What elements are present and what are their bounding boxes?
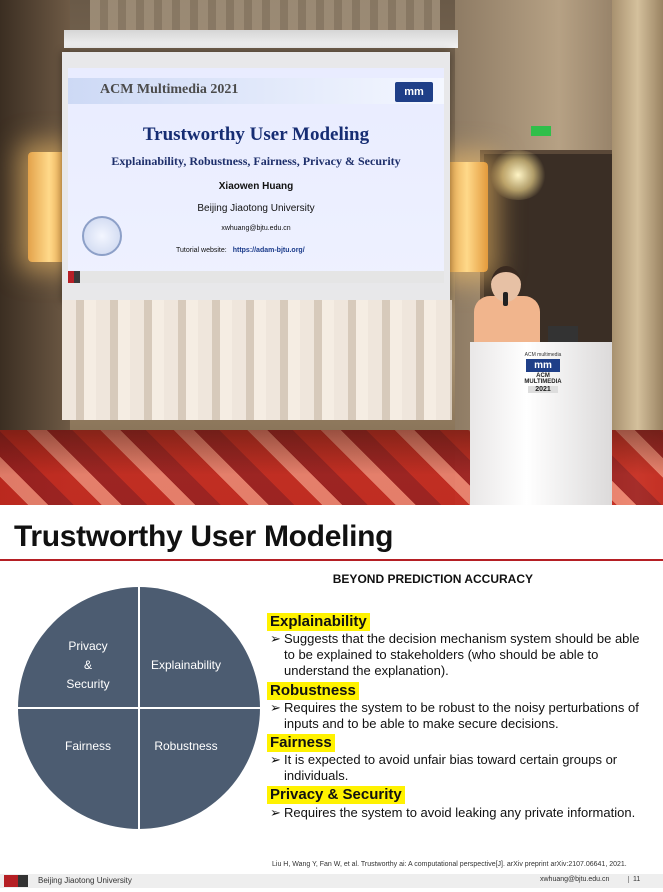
mm-logo: mm bbox=[395, 82, 433, 102]
quadrant-explainability: Explainability bbox=[150, 658, 222, 672]
projected-website bbox=[176, 247, 305, 254]
podium-logo bbox=[518, 352, 568, 394]
upper-curtain bbox=[90, 0, 440, 30]
quadrant-robustness: Robustness bbox=[154, 739, 218, 753]
heading-fairness: Fairness bbox=[267, 734, 335, 752]
text-robustness bbox=[270, 700, 650, 732]
arrow-bullet-icon: ➢ bbox=[270, 631, 281, 646]
reference-citation: Liu H, Wang Y, Fan W, et al. Trustworthy ai: A computational perspective[J]. arXiv preprint arXiv:2107.06641, 2021. bbox=[272, 861, 627, 868]
footer-institution: Beijing Jiaotong University bbox=[38, 876, 132, 885]
footer-dark-block bbox=[18, 875, 28, 887]
quadrant-privacy-line3: Security bbox=[66, 677, 110, 691]
title-rule bbox=[0, 559, 663, 561]
privacy-security-description: Requires the system to avoid leaking any private information. bbox=[284, 805, 636, 820]
heading-explainability: Explainability bbox=[267, 613, 370, 631]
heading-robustness: Robustness bbox=[267, 682, 359, 700]
robustness-description: Requires the system to be robust to the noisy perturbations of inputs and to be able to make secure decisions. bbox=[284, 700, 639, 731]
quadrant-privacy-line1: Privacy bbox=[68, 639, 108, 653]
projected-website-label: Tutorial website: bbox=[176, 247, 227, 254]
arrow-bullet-icon: ➢ bbox=[270, 752, 281, 767]
projected-subtitle: Explainability, Robustness, Fairness, Privacy & Security bbox=[111, 154, 401, 168]
podium-year: 2021 bbox=[528, 386, 558, 393]
university-seal bbox=[82, 216, 122, 256]
slide-kicker: BEYOND PREDICTION ACCURACY bbox=[332, 572, 533, 586]
quadrant-privacy-line2: & bbox=[83, 658, 92, 672]
screen-housing bbox=[64, 30, 458, 48]
podium-mm-logo: mm bbox=[526, 359, 560, 372]
slide-title: Trustworthy User Modeling bbox=[14, 520, 394, 553]
fairness-description: It is expected to avoid unfair bias toward certain groups or individuals. bbox=[284, 752, 618, 783]
projected-email: xwhuang@bjtu.edu.cn bbox=[221, 225, 291, 232]
projected-author: Xiaowen Huang bbox=[218, 181, 294, 192]
projected-website-url: https://adam-bjtu.org/ bbox=[232, 247, 305, 254]
text-explainability bbox=[270, 631, 650, 679]
projected-conference-name: ACM Multimedia 2021 bbox=[100, 82, 239, 97]
projected-university: Beijing Jiaotong University bbox=[197, 203, 315, 214]
explainability-description: Suggests that the decision mechanism system should be able to be explained to stakeholders (who should be able to understand the explanation). bbox=[284, 631, 640, 678]
podium-brand: ACM multimedia bbox=[524, 352, 562, 358]
quadrant-privacy-security bbox=[33, 637, 143, 694]
footer-page-number: 11 bbox=[628, 876, 640, 883]
stage-curtain bbox=[62, 300, 452, 420]
projected-footer bbox=[68, 271, 444, 283]
projected-slide bbox=[68, 68, 444, 283]
heading-privacy-security: Privacy & Security bbox=[267, 786, 405, 804]
projected-title: Trustworthy User Modeling bbox=[142, 124, 370, 145]
footer-red-block bbox=[4, 875, 18, 887]
quadrant-circle bbox=[17, 586, 261, 830]
arrow-bullet-icon: ➢ bbox=[270, 700, 281, 715]
podium-name: ACM MULTIMEDIA bbox=[524, 373, 562, 385]
wall-lamp-right bbox=[446, 162, 488, 272]
exit-sign bbox=[531, 126, 551, 136]
footer-email: xwhuang@bjtu.edu.cn bbox=[540, 876, 610, 883]
text-fairness bbox=[270, 752, 650, 784]
chandelier bbox=[488, 150, 548, 200]
microphone bbox=[503, 292, 508, 306]
quadrant-fairness: Fairness bbox=[64, 739, 111, 753]
arrow-bullet-icon: ➢ bbox=[270, 805, 281, 820]
text-privacy-security bbox=[270, 805, 650, 821]
